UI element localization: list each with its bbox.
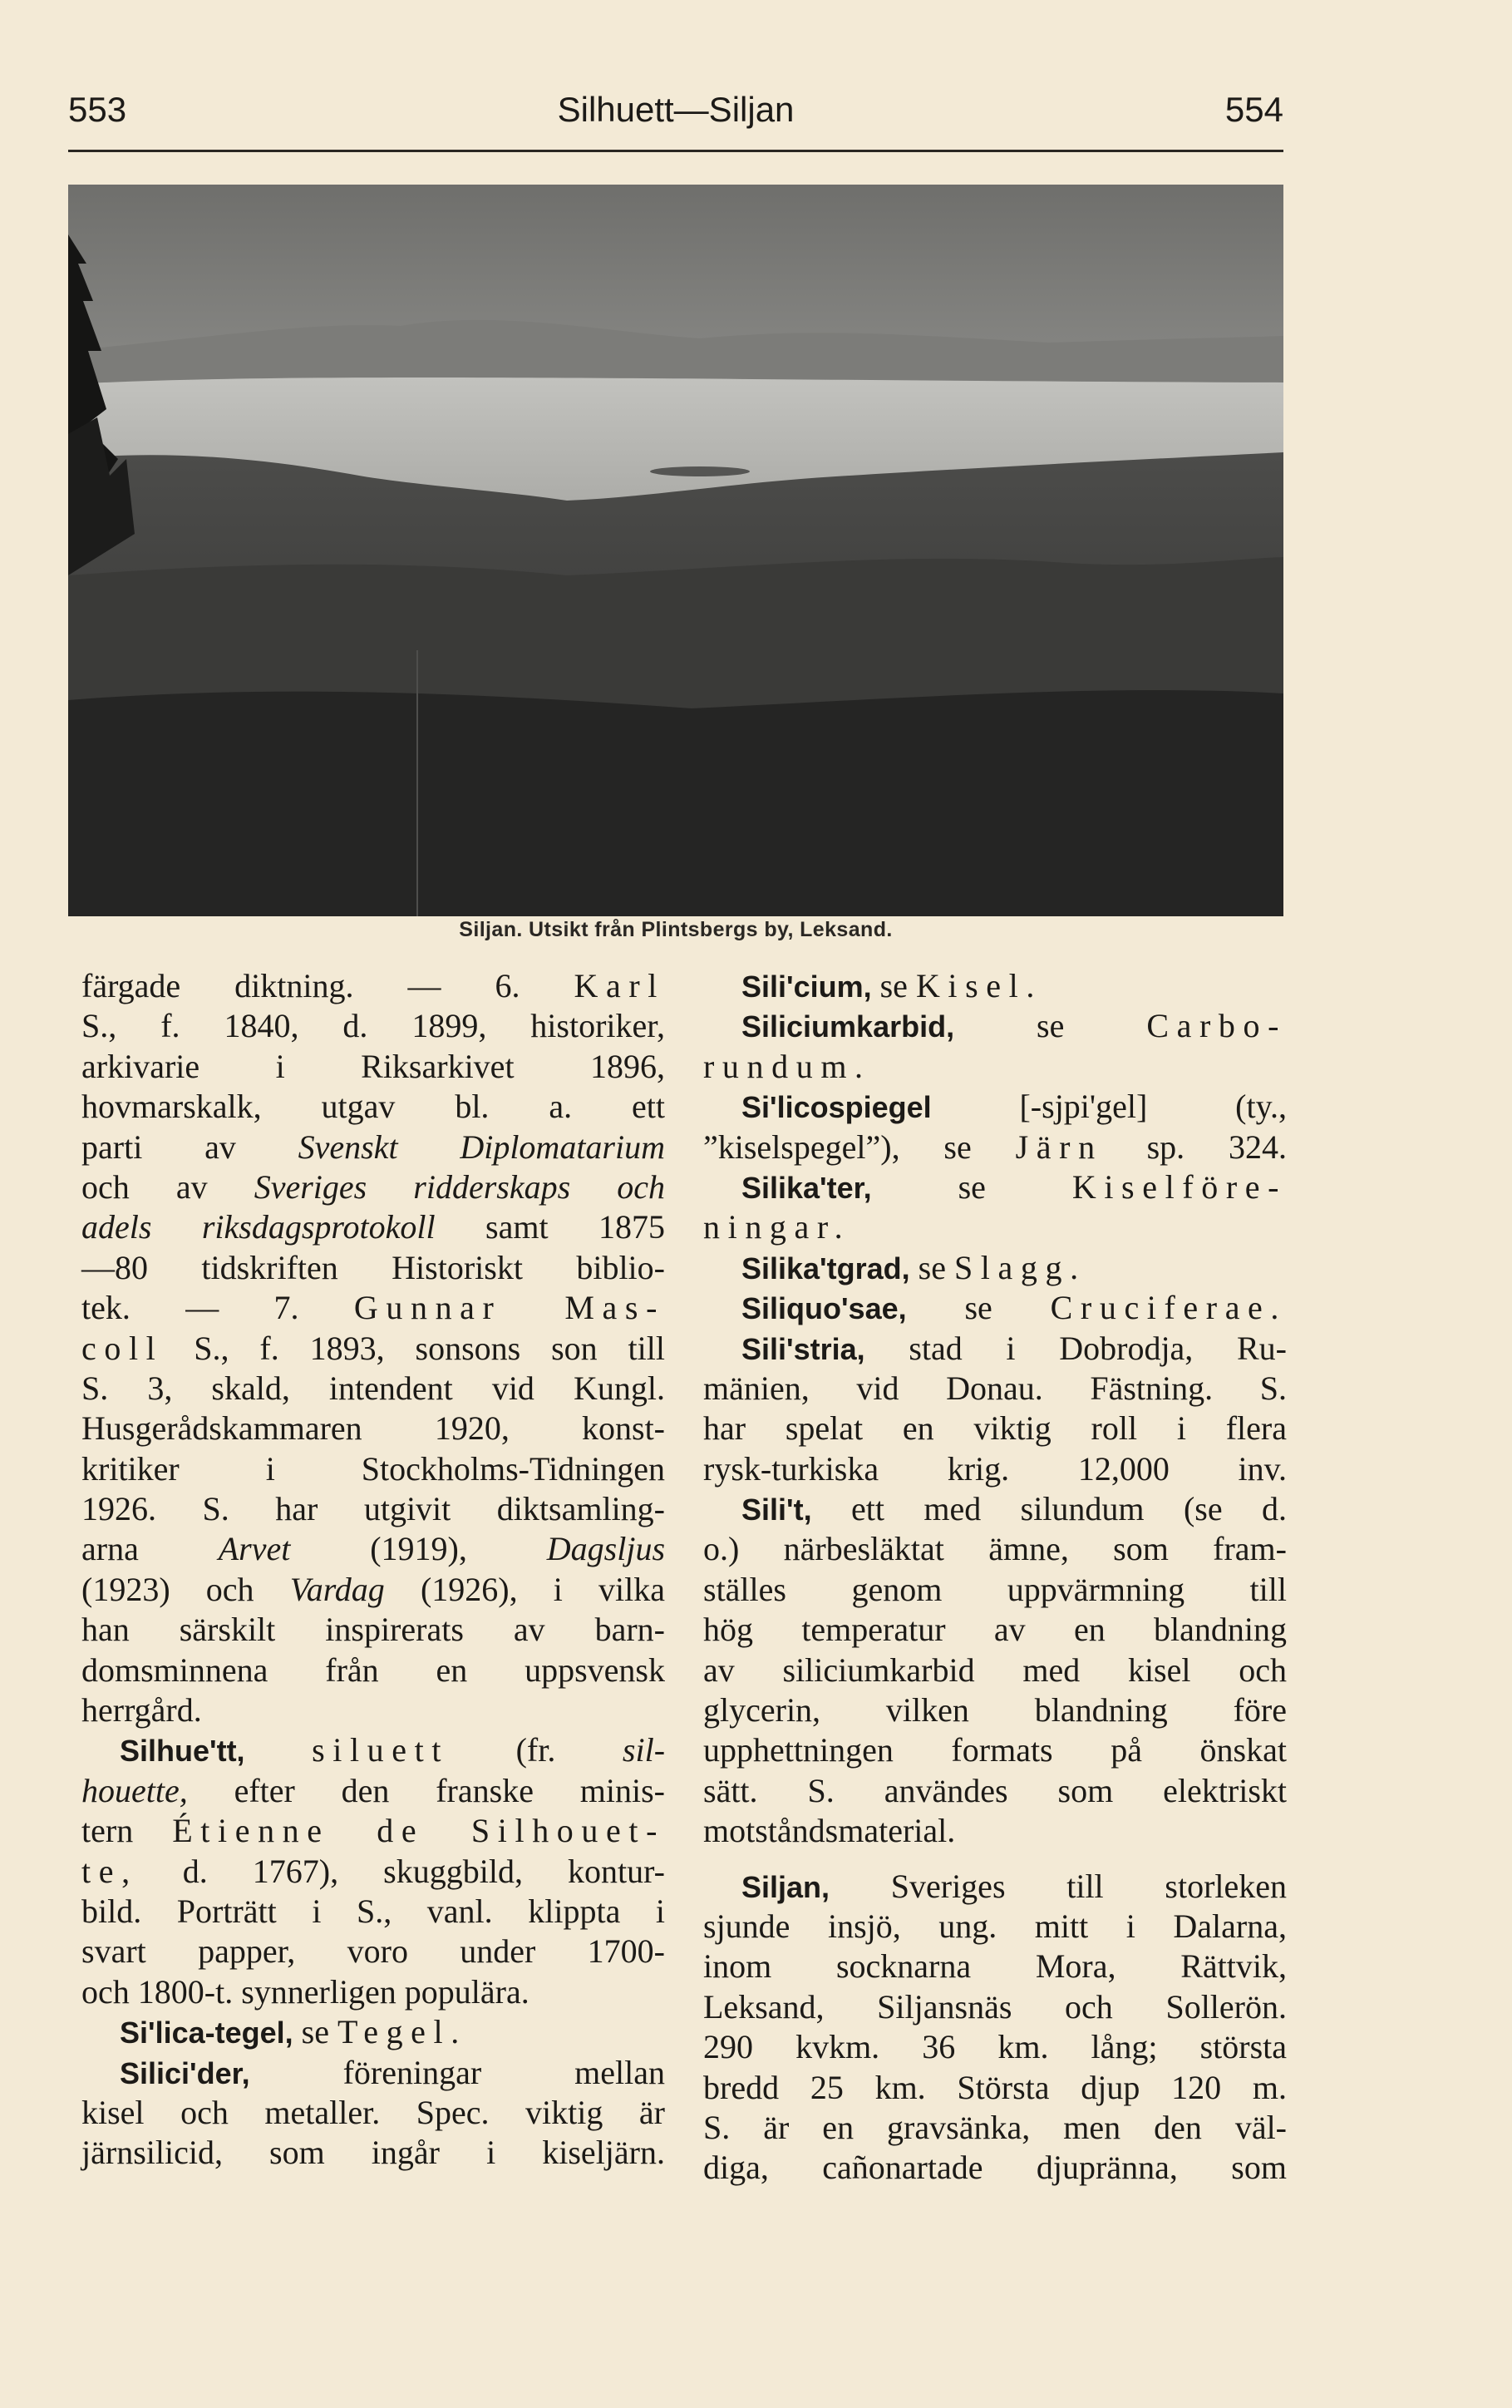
text-line: tek. — 7. Gunnar Mas-: [81, 1289, 665, 1327]
text-line: kisel och metaller. Spec. viktig är: [81, 2093, 665, 2131]
text-line: han särskilt inspirerats av barn-: [81, 1611, 665, 1649]
right-page-number: 554: [1224, 90, 1283, 129]
text-line: domsminnena från en uppsvensk: [81, 1651, 665, 1689]
text-line: mänien, vid Donau. Fästning. S.: [703, 1369, 1287, 1407]
text-line: och 1800-t. synnerligen populära.: [81, 1972, 529, 2011]
running-title: Silhuett—Siljan: [557, 90, 795, 129]
left-page-number: 553: [68, 90, 127, 129]
text-line: ningar.: [703, 1208, 851, 1246]
text-line: svart papper, voro under 1700-: [81, 1932, 665, 1971]
right-column: [703, 966, 1287, 2188]
text-line: färgade diktning. — 6. Karl: [81, 967, 665, 1004]
text-line: tern Étienne de Silhouet-: [81, 1812, 665, 1850]
text-line: hög temperatur av en blandning: [703, 1611, 1287, 1649]
entry-siljan: Siljan, Sveriges till storleken: [741, 1867, 1288, 1905]
text-line: bild. Porträtt i S., vanl. klippta i: [81, 1892, 665, 1930]
text-line: arna Arvet (1919), Dagsljus: [81, 1530, 666, 1568]
entry-headword: Si'lica-tegel,: [120, 2016, 293, 2050]
text-line: glycerin, vilken blandning före: [703, 1691, 1287, 1730]
landscape-photo: [68, 185, 1283, 916]
text-line: 290 kvkm. 36 km. lång; största: [703, 2028, 1287, 2066]
header-rule: [68, 150, 1283, 152]
text-line: rysk-turkiska krig. 12,000 inv.: [703, 1449, 1287, 1488]
entry-headword: Siljan,: [741, 1869, 830, 1904]
text-line: rundum.: [703, 1047, 871, 1085]
entry-silikatgrad: Silika'tgrad, se Slagg.: [741, 1248, 1086, 1286]
text-line: har spelat en viktig roll i flera: [703, 1409, 1287, 1448]
text-line: herrgård.: [81, 1691, 202, 1730]
entry-headword: Sili'stria,: [741, 1331, 865, 1366]
landscape-photo-icon: [68, 185, 1283, 916]
text-line: S. 3, skald, intendent vid Kungl.: [81, 1369, 665, 1407]
entry-silicider: Silici'der, föreningar mellan: [120, 2053, 665, 2091]
text-line: Leksand, Siljansnäs och Sollerön.: [703, 1987, 1287, 2026]
entry-headword: Si'licospiegel: [741, 1090, 932, 1125]
text-line: sätt. S. användes som elektriskt: [703, 1771, 1287, 1809]
text-line: adels riksdagsprotokoll samt 1875: [81, 1208, 665, 1246]
entry-headword: Silici'der,: [120, 2055, 250, 2090]
text-line: Husgerådskammaren 1920, konst-: [81, 1409, 665, 1448]
entry-silhuett: Silhue'tt, siluett (fr. sil-: [120, 1731, 666, 1769]
text-line: te, d. 1767), skuggbild, kontur-: [81, 1852, 665, 1890]
text-line: hovmarskalk, utgav bl. a. ett: [81, 1088, 665, 1126]
text-line: kritiker i Stockholms-Tidningen: [81, 1449, 665, 1488]
text-line: S., f. 1840, d. 1899, historiker,: [81, 1007, 665, 1045]
text-line: S. är en gravsänka, men den väl-: [703, 2108, 1287, 2146]
entry-headword: Siliquo'sae,: [741, 1291, 907, 1326]
entry-silicium: Sili'cium, se Kisel.: [741, 967, 1042, 1004]
text-line: sjunde insjö, ung. mitt i Dalarna,: [703, 1907, 1287, 1945]
entry-silikater: Silika'ter, se Kiselföre-: [741, 1167, 1288, 1206]
entry-silicospiegel: Si'licospiegel [-sjpi'gel] (ty.,: [741, 1088, 1287, 1126]
entry-headword: Silhue'tt,: [120, 1734, 245, 1769]
running-head: [68, 90, 1283, 148]
entry-siliciumkarbid: Siliciumkarbid, se Carbo-: [741, 1007, 1287, 1045]
text-line: ”kiselspegel”), se Järn sp. 324.: [703, 1128, 1287, 1166]
text-line: av siliciumkarbid med kisel och: [703, 1651, 1287, 1689]
left-column: [81, 966, 665, 2174]
text-line: o.) närbesläktat ämne, som fram-: [703, 1530, 1287, 1568]
entry-headword: Siliciumkarbid,: [741, 1009, 955, 1044]
entry-siliquosae: Siliquo'sae, se Cruciferae.: [741, 1289, 1288, 1327]
text-line: upphettningen formats på önskat: [703, 1731, 1287, 1769]
text-line: 1926. S. har utgivit diktsamling-: [81, 1490, 665, 1528]
entry-headword: Silika'tgrad,: [741, 1251, 910, 1285]
text-line: —80 tidskriften Historiskt biblio-: [81, 1248, 665, 1286]
text-line: järnsilicid, som ingår i kiseljärn.: [81, 2134, 665, 2172]
text-line: houette, efter den franske minis-: [81, 1771, 665, 1809]
entry-gap: [703, 1852, 1287, 1867]
entry-silistria: Sili'stria, stad i Dobrodja, Ru-: [741, 1329, 1287, 1367]
text-line: coll S., f. 1893, sonsons son till: [81, 1329, 665, 1367]
entry-silica-tegel: Si'lica-tegel, se Tegel.: [120, 2013, 467, 2051]
text-line: arkivarie i Riksarkivet 1896,: [81, 1047, 665, 1085]
entry-silit: Sili't, ett med silundum (se d.: [741, 1490, 1287, 1528]
entry-headword: Silika'ter,: [741, 1170, 872, 1205]
text-line: motståndsmaterial.: [703, 1812, 956, 1850]
text-line: (1923) och Vardag (1926), i vilka: [81, 1570, 666, 1608]
photo-caption: Siljan. Utsikt från Plintsbergs by, Leksand.: [459, 918, 893, 941]
text-line: diga, cañonartade djupränna, som: [703, 2149, 1287, 2187]
text-line: bredd 25 km. Största djup 120 m.: [703, 2068, 1287, 2106]
text-line: inom socknarna Mora, Rättvik,: [703, 1947, 1287, 1986]
text-line: parti av Svenskt Diplomatarium: [81, 1128, 666, 1166]
entry-headword: Sili'cium,: [741, 970, 872, 1004]
text-line: och av Sveriges ridderskaps och: [81, 1167, 665, 1206]
text-line: ställes genom uppvärmning till: [703, 1570, 1287, 1608]
entry-headword: Sili't,: [741, 1493, 812, 1527]
